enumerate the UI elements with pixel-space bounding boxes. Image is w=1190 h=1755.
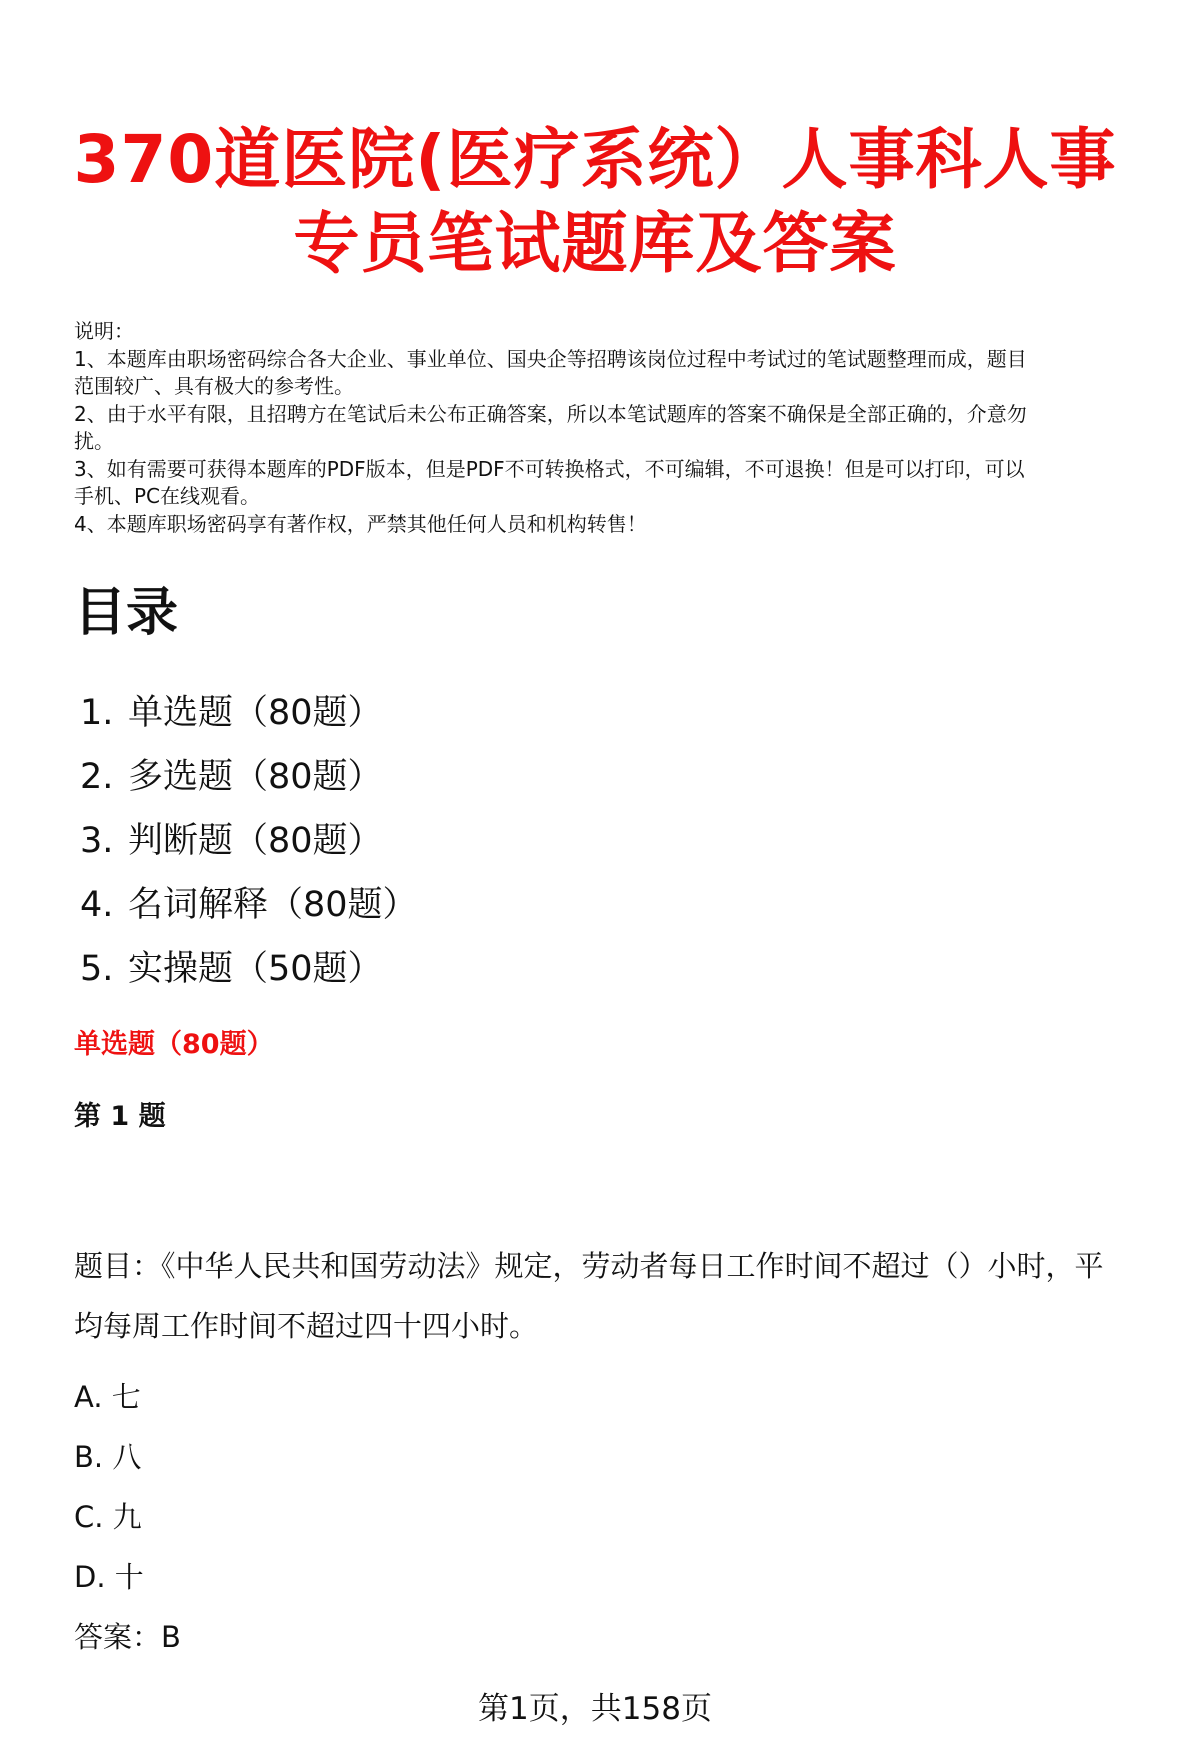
instructions-block bbox=[74, 318, 1154, 538]
answer-options bbox=[74, 1367, 144, 1607]
toc-item-single-choice[interactable] bbox=[80, 681, 418, 745]
toc-heading: 目录 bbox=[74, 583, 179, 643]
toc-item-multiple-choice[interactable] bbox=[80, 745, 418, 809]
toc-item-label: 名词解释（80题） bbox=[128, 885, 418, 925]
table-of-contents bbox=[80, 681, 418, 1001]
toc-item-number: 5. bbox=[80, 949, 114, 989]
answer-text: 答案：B bbox=[74, 1620, 181, 1654]
instructions-line: 手机、PC在线观看。 bbox=[74, 484, 261, 508]
toc-item-number: 4. bbox=[80, 885, 114, 925]
section-heading: 单选题（80题） bbox=[74, 1029, 274, 1060]
toc-item-number: 3. bbox=[80, 821, 114, 861]
toc-item-label: 多选题（80题） bbox=[128, 757, 383, 797]
toc-item-number: 2. bbox=[80, 757, 114, 797]
toc-item-number: 1. bbox=[80, 693, 114, 733]
toc-item-label: 判断题（80题） bbox=[128, 821, 383, 861]
instructions-heading: 说明： bbox=[74, 319, 134, 343]
question-text bbox=[74, 1236, 1164, 1356]
toc-item-label: 单选题（80题） bbox=[128, 693, 383, 733]
toc-item-label: 实操题（50题） bbox=[128, 949, 383, 989]
toc-item-practical[interactable] bbox=[80, 937, 418, 1001]
question-text-line: 题目：《中华人民共和国劳动法》规定，劳动者每日工作时间不超过（）小时，平 bbox=[74, 1249, 1104, 1283]
instructions-line: 扰。 bbox=[74, 429, 114, 453]
title-line-1: 370道医院(医疗系统）人事科人事 bbox=[73, 121, 1117, 198]
question-number: 第 1 题 bbox=[74, 1101, 166, 1132]
document-title bbox=[60, 118, 1130, 286]
option-c: C. 九 bbox=[74, 1500, 142, 1534]
instructions-line: 1、本题库由职场密码综合各大企业、事业单位、国央企等招聘该岗位过程中考试过的笔试题整理而成，题目 bbox=[74, 346, 1027, 371]
toc-item-true-false[interactable] bbox=[80, 809, 418, 873]
option-b: B. 八 bbox=[74, 1440, 142, 1474]
toc-item-term-definition[interactable] bbox=[80, 873, 418, 937]
title-line-2: 专员笔试题库及答案 bbox=[293, 205, 897, 282]
page-number: 第1页，共158页 bbox=[478, 1691, 712, 1727]
option-d: D. 十 bbox=[74, 1560, 144, 1594]
instructions-line: 4、本题库职场密码享有著作权，严禁其他任何人员和机构转售！ bbox=[74, 511, 647, 536]
instructions-line: 2、由于水平有限，且招聘方在笔试后未公布正确答案，所以本笔试题库的答案不确保是全部正确的，介意勿 bbox=[74, 401, 1027, 426]
instructions-line: 范围较广、具有极大的参考性。 bbox=[74, 374, 354, 398]
instructions-line: 3、如有需要可获得本题库的PDF版本，但是PDF不可转换格式，不可编辑，不可退换！但是可以打印，可以 bbox=[74, 456, 1025, 481]
question-text-line: 均每周工作时间不超过四十四小时。 bbox=[74, 1309, 539, 1343]
option-a: A. 七 bbox=[74, 1380, 141, 1414]
